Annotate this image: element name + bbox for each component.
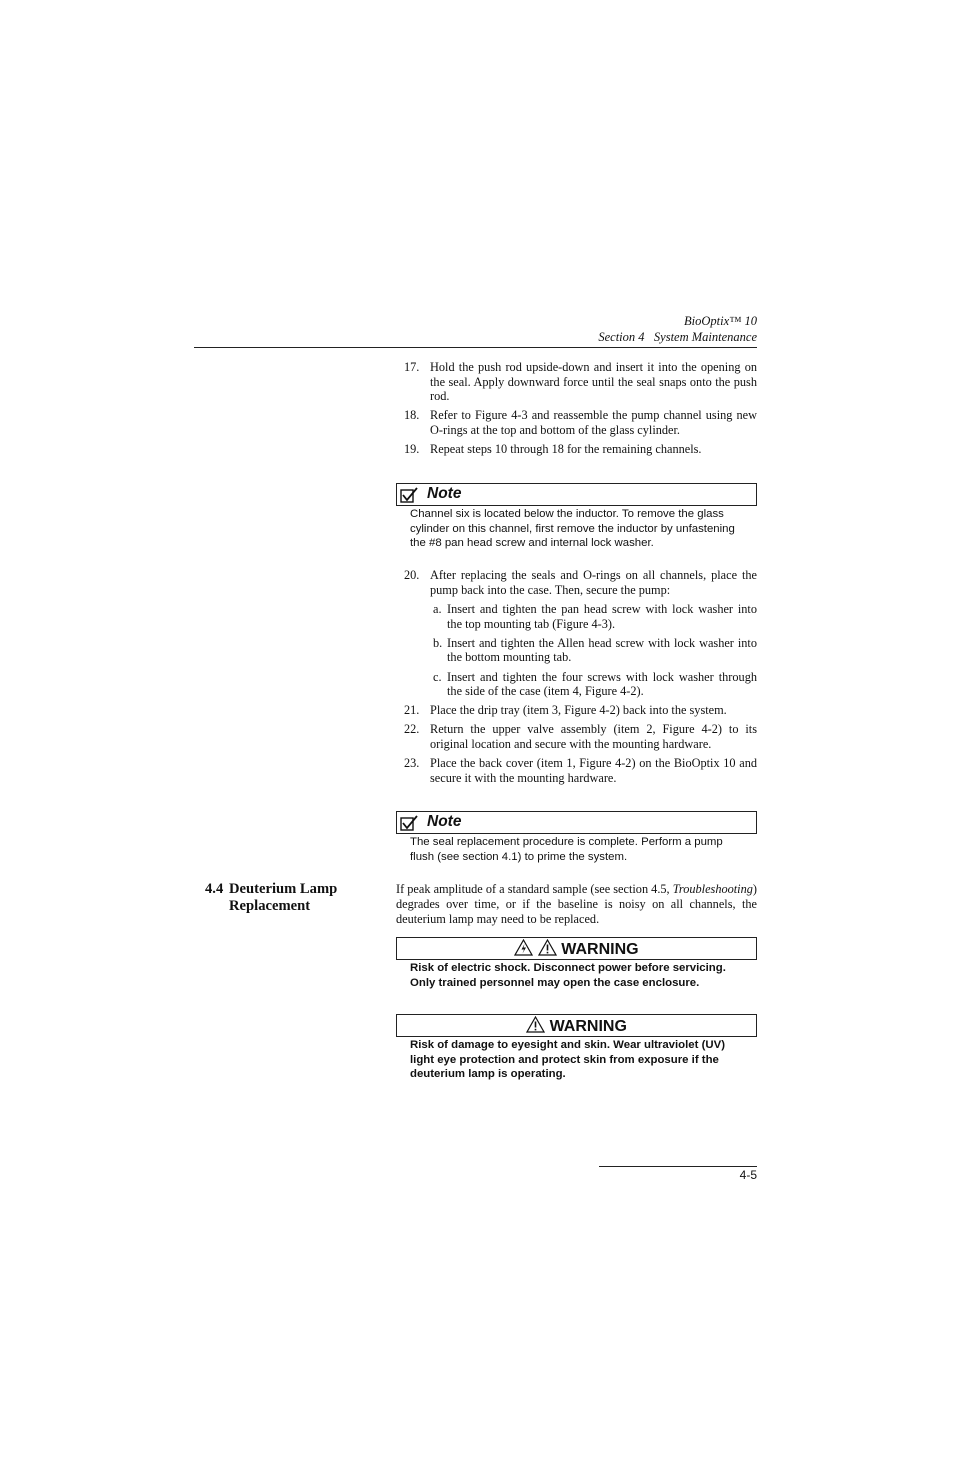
substep-letter: c.	[433, 669, 442, 684]
step-text: Place the drip tray (item 3, Figure 4-2) back into the system.	[430, 703, 727, 718]
list-item	[396, 722, 757, 751]
step-text: Refer to Figure 4-3 and reassemble the pump channel using new O-rings at the top and bottom of the glass cylinder.	[430, 408, 757, 437]
page-number: 4-5	[739, 1168, 757, 1182]
list-item	[396, 568, 757, 699]
warning-callout-1	[396, 937, 757, 990]
warning-title-box	[396, 1014, 757, 1037]
checkbox-check-icon	[400, 815, 418, 831]
step-number: 18.	[404, 408, 420, 423]
list-item	[396, 408, 757, 437]
list-item	[396, 360, 757, 404]
list-item	[396, 756, 757, 785]
section-title-line2: Replacement	[229, 898, 311, 914]
step-text: After replacing the seals and O-rings on all channels, place the pump back into the case. Then, secure the pump:	[430, 568, 757, 597]
step-number: 20.	[404, 568, 420, 582]
note-callout-1	[396, 483, 757, 551]
running-header	[598, 313, 757, 345]
warning-triangle-icon	[526, 1016, 545, 1033]
warning-title: WARNING	[561, 941, 639, 958]
substep-letter: b.	[433, 635, 443, 650]
intro-text-after: ) degrades over time, or if the baseline is noisy on all channels, the deuterium lamp may need to be replaced.	[396, 882, 757, 926]
steps-block-2	[396, 568, 757, 790]
warning-text: Risk of electric shock. Disconnect power before servicing. Only trained personnel may open the case enclosure.	[410, 962, 726, 989]
warning-triangle-icon	[538, 939, 557, 956]
section-heading	[205, 881, 337, 915]
substep-letter: a.	[433, 602, 442, 617]
substep-text: Insert and tighten the Allen head screw with lock washer into the bottom mounting tab.	[447, 635, 757, 665]
list-item	[396, 703, 757, 718]
intro-text-italic: Troubleshooting	[672, 882, 753, 896]
warning-title-box	[396, 937, 757, 960]
note-title-box	[396, 811, 757, 834]
step-number: 23.	[404, 756, 420, 771]
note-callout-2	[396, 811, 757, 864]
intro-text-before: If peak amplitude of a standard sample (see section 4.5,	[396, 882, 673, 896]
step-text: Place the back cover (item 1, Figure 4-2) on the BioOptix 10 and secure it with the mounting hardware.	[430, 756, 757, 785]
steps-block-1	[396, 360, 757, 461]
header-section: Section 4 System Maintenance	[598, 330, 757, 344]
substep-text: Insert and tighten the four screws with lock washer through the side of the case (item 4, Figure 4-2).	[447, 669, 757, 699]
list-item	[430, 602, 757, 631]
note-title: Note	[427, 485, 462, 502]
note-text: The seal replacement procedure is complete. Perform a pump flush (see section 4.1) to prime the system.	[410, 836, 723, 863]
electric-shock-warning-icon	[514, 939, 533, 956]
checkbox-check-icon	[400, 487, 418, 503]
substeps-list	[430, 602, 757, 699]
note-title: Note	[427, 813, 462, 830]
section-number: 4.4	[205, 881, 224, 897]
intro-paragraph	[396, 882, 757, 926]
list-item	[430, 670, 757, 699]
step-number: 17.	[404, 360, 420, 374]
note-title-box	[396, 483, 757, 506]
steps-list-1	[396, 360, 757, 457]
step-number: 21.	[404, 703, 420, 718]
list-item	[430, 636, 757, 665]
footer-rule	[599, 1166, 757, 1167]
header-rule	[194, 347, 757, 348]
note-text: Channel six is located below the inductor. To remove the glass cylinder on this channel, first remove the inductor by unfastening the #8 pan head screw and internal lock washer.	[410, 508, 735, 550]
header-product: BioOptix™ 10	[683, 314, 757, 328]
step-text: Repeat steps 10 through 18 for the remaining channels.	[430, 441, 702, 456]
warning-callout-2	[396, 1014, 757, 1082]
step-number: 22.	[404, 722, 420, 737]
list-item	[396, 442, 757, 457]
warning-title: WARNING	[549, 1018, 627, 1035]
warning-text: Risk of damage to eyesight and skin. Wear ultraviolet (UV) light eye protection and protect skin from exposure if the deuterium lamp is operating.	[410, 1039, 726, 1081]
step-number: 19.	[404, 441, 420, 456]
step-text: Hold the push rod upside-down and insert it into the opening on the seal. Apply downward force until the seal snaps onto the push rod.	[430, 360, 757, 404]
step-text: Return the upper valve assembly (item 2, Figure 4-2) to its original location and secure with the mounting hardware.	[430, 722, 757, 751]
steps-list-2	[396, 568, 757, 785]
substep-text: Insert and tighten the pan head screw with lock washer into the top mounting tab (Figure 4-3).	[447, 602, 757, 631]
section-title-line1: Deuterium Lamp	[229, 881, 338, 897]
